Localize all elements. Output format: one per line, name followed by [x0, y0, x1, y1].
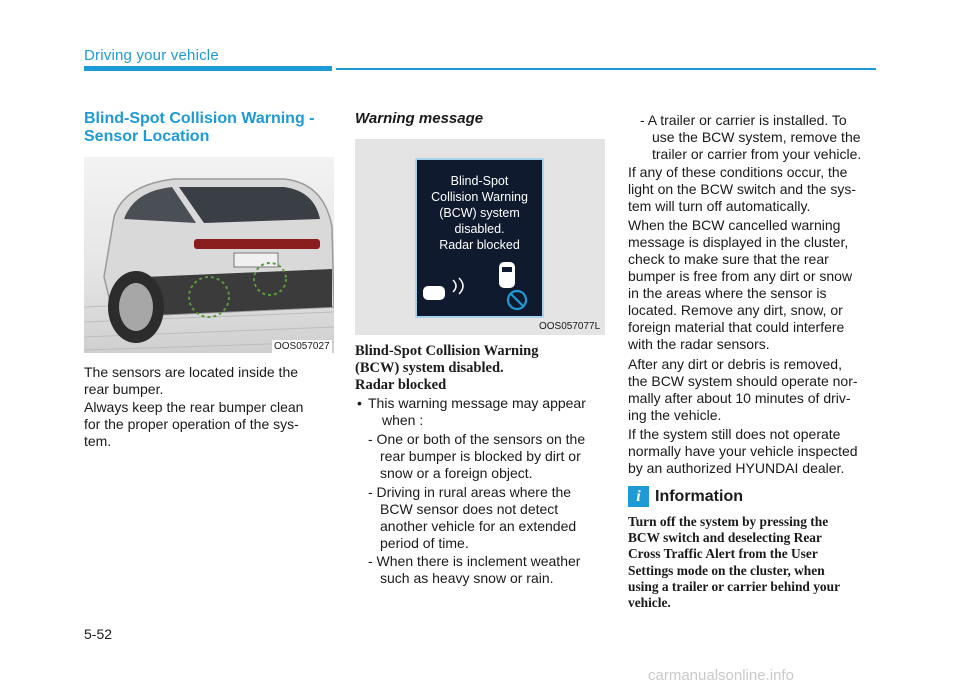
text-line: snow or a foreign object.: [380, 465, 533, 481]
keep-clean-paragraph: [84, 399, 334, 450]
text-line: check to make sure that the rear: [628, 251, 829, 267]
text-line: BCW switch and deselecting Rear: [628, 530, 822, 546]
section-title-line: Sensor Location: [84, 128, 210, 145]
text-line: period of time.: [380, 535, 469, 551]
bullet-icon: •: [357, 395, 362, 411]
condition-item: [368, 431, 605, 482]
text-line: rear bumper.: [84, 381, 164, 397]
text-line: Always keep the rear bumper clean: [84, 399, 304, 415]
header-bar: [84, 66, 332, 71]
adjacent-car-icon: [423, 286, 445, 300]
auto-off-paragraph: [628, 164, 878, 215]
condition-item: [368, 484, 605, 552]
text-line: This warning message may appear: [368, 395, 586, 411]
cluster-screen: [415, 158, 544, 318]
condition-item: [640, 112, 878, 163]
text-line: Cross Traffic Alert from the User: [628, 546, 818, 562]
text-line: The sensors are located inside the: [84, 364, 299, 380]
cluster-line: Blind-Spot: [450, 174, 509, 188]
info-icon: i: [628, 486, 649, 507]
info-text: [628, 514, 878, 611]
image-code-label: OOS057077L: [539, 321, 601, 332]
page-number: 5-52: [84, 626, 113, 642]
text-line: rear bumper is blocked by dirt or: [380, 448, 581, 464]
text-line: using a trailer or carrier behind your: [628, 578, 841, 594]
cluster-line: (BCW) system: [439, 206, 520, 220]
text-line: such as heavy snow or rain.: [380, 570, 554, 586]
cluster-line: disabled.: [454, 222, 505, 236]
warning-message-heading: Warning message: [355, 110, 484, 127]
text-line: mally after about 10 minutes of driv-: [628, 390, 851, 406]
radar-blocked-graphic: [417, 258, 542, 318]
text-line: If the system still does not operate: [628, 426, 841, 442]
cancelled-warning-paragraph: [628, 217, 878, 353]
text-line: light on the BCW switch and the sys-: [628, 181, 856, 197]
section-title-line: Blind-Spot Collision Warning -: [84, 110, 315, 127]
text-line: - One or both of the sensors on the: [368, 431, 586, 447]
text-line: foreign material that could interfere: [628, 319, 845, 335]
text-line: vehicle.: [628, 595, 671, 611]
info-title: Information: [655, 488, 743, 505]
bullet-paragraph: [368, 395, 605, 429]
image-code-label: OOS057027: [274, 341, 330, 352]
text-line: trailer or carrier from your vehicle.: [652, 146, 862, 162]
header-rule: [336, 68, 876, 70]
text-line: When the BCW cancelled warning: [628, 217, 841, 233]
condition-item: [368, 553, 605, 587]
text-line: Blind-Spot Collision Warning: [355, 343, 539, 359]
text-line: - A trailer or carrier is installed. To: [640, 112, 847, 128]
car-illustration: [84, 157, 334, 353]
text-line: message is displayed in the cluster,: [628, 234, 849, 250]
header-title: Driving your vehicle: [84, 47, 219, 64]
text-line: for the proper operation of the sys-: [84, 416, 299, 432]
text-line: Radar blocked: [355, 377, 447, 393]
cluster-line: Radar blocked: [439, 238, 520, 252]
text-line: by an authorized HYUNDAI dealer.: [628, 460, 845, 476]
text-line: bumper is free from any dirt or snow: [628, 268, 853, 284]
text-line: (BCW) system disabled.: [355, 360, 504, 376]
section-title: [84, 110, 334, 146]
text-line: normally have your vehicle inspected: [628, 443, 858, 459]
cluster-display-image: [355, 139, 605, 335]
cluster-line: Collision Warning: [431, 190, 528, 204]
text-line: - Driving in rural areas where the: [368, 484, 572, 500]
car-icon: [499, 262, 515, 288]
text-line: the BCW system should operate nor-: [628, 373, 858, 389]
text-line: another vehicle for an extended: [380, 518, 577, 534]
text-line: If any of these conditions occur, the: [628, 164, 848, 180]
text-line: Settings mode on the cluster, when: [628, 562, 825, 578]
text-line: Turn off the system by pressing the: [628, 514, 829, 529]
text-line: - When there is inclement weather: [368, 553, 581, 569]
dealer-paragraph: [628, 426, 878, 477]
text-line: BCW sensor does not detect: [380, 501, 559, 517]
car-rear-photo: [84, 157, 334, 353]
text-line: After any dirt or debris is removed,: [628, 356, 842, 372]
text-line: tem will turn off automatically.: [628, 198, 811, 214]
watermark: carmanualsonline.info: [648, 667, 794, 684]
text-line: in the areas where the sensor is: [628, 285, 827, 301]
text-line: located. Remove any dirt, snow, or: [628, 302, 843, 318]
text-line: with the radar sensors.: [628, 336, 770, 352]
warning-message-text: [355, 343, 605, 394]
sensor-location-paragraph: [84, 364, 334, 398]
text-line: ing the vehicle.: [628, 407, 722, 423]
text-line: when :: [382, 412, 424, 428]
after-removal-paragraph: [628, 356, 878, 424]
text-line: tem.: [84, 433, 112, 449]
text-line: use the BCW system, remove the: [652, 129, 861, 145]
